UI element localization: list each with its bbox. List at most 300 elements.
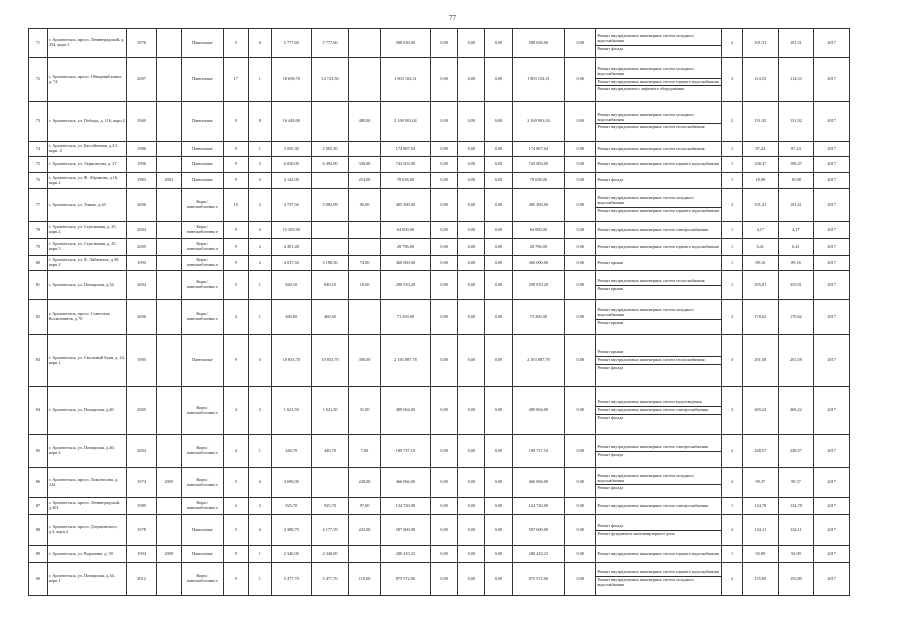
work-item-label: Ремонт внутридомовых инженерных систем горячего водоснабжения xyxy=(597,550,719,556)
cell-c7: 0,00 xyxy=(565,300,596,335)
cell-c4: 0,00 xyxy=(458,335,485,387)
cell-c5: 0,00 xyxy=(485,498,512,515)
cell-c5: 0,00 xyxy=(485,256,512,271)
cell-entrances: 8 xyxy=(248,102,271,142)
work-item-label: Ремонт крыши xyxy=(597,349,624,355)
cell-c2: 588 630,00 xyxy=(380,29,430,58)
cell-n3: 248,57 xyxy=(778,435,814,468)
table-row xyxy=(29,468,850,498)
cell-c5: 0,00 xyxy=(485,335,512,387)
cell-area_live: 4 177,59 xyxy=(311,515,349,546)
cell-n2: 269,22 xyxy=(743,387,779,435)
cell-c4: 0,00 xyxy=(458,29,485,58)
cell-c1: 31,00 xyxy=(349,387,380,435)
table-row xyxy=(29,189,850,222)
cell-area_live: 5 477,70 xyxy=(311,563,349,596)
table-row xyxy=(29,300,850,335)
cell-year: 2004 xyxy=(127,271,156,300)
cell-area_total: 925,70 xyxy=(271,498,311,515)
cell-year: 1989 xyxy=(127,498,156,515)
cell-year: 1996 xyxy=(127,157,156,173)
cell-num: 88 xyxy=(29,515,48,546)
cell-wall: Кирп./ панельнблочны е xyxy=(181,239,223,256)
cell-c4: 0,00 xyxy=(458,515,485,546)
cell-works xyxy=(596,468,722,498)
cell-wall: Панельные xyxy=(181,546,223,563)
cell-wall: Кирп./ панельнблочны е xyxy=(181,271,223,300)
cell-c5: 0,00 xyxy=(485,546,512,563)
cell-n3: 131,92 xyxy=(778,102,814,142)
cell-area_live xyxy=(311,102,349,142)
table-row xyxy=(29,335,850,387)
cell-c5: 0,00 xyxy=(485,173,512,189)
cell-floors: 2 xyxy=(223,498,248,515)
cell-floors: 9 xyxy=(223,102,248,142)
cell-floors: 9 xyxy=(223,142,248,157)
work-item xyxy=(596,227,721,234)
repair-register-table xyxy=(28,28,850,596)
cell-year: 2005 xyxy=(127,239,156,256)
cell-c2: 2 169 901,04 xyxy=(380,102,430,142)
work-item xyxy=(596,551,721,558)
cell-n1: 1 xyxy=(722,239,743,256)
cell-year2 xyxy=(156,335,181,387)
cell-c5: 0,00 xyxy=(485,29,512,58)
cell-floors: 4 xyxy=(223,387,248,435)
work-item xyxy=(596,146,721,153)
cell-area_live: 460,60 xyxy=(311,300,349,335)
cell-wall: Панельные xyxy=(181,58,223,102)
table-row xyxy=(29,222,850,239)
work-item-label: Ремонт внутридомовых инженерных систем теплоснабжения xyxy=(597,277,705,283)
cell-area_total: 6 830,00 xyxy=(271,157,311,173)
table-row xyxy=(29,239,850,256)
cell-c3: 0,00 xyxy=(431,515,458,546)
cell-area_live: 440,70 xyxy=(311,435,349,468)
cell-c7: 0,00 xyxy=(565,222,596,239)
cell-n2: 101,31 xyxy=(743,29,779,58)
cell-y: 2017 xyxy=(814,142,850,157)
cell-c6: 200 410,23 xyxy=(512,546,564,563)
table-row xyxy=(29,387,850,435)
cell-area_total: 16 448,00 xyxy=(271,102,311,142)
cell-c3: 0,00 xyxy=(431,563,458,596)
cell-c6: 1 803 104,31 xyxy=(512,58,564,102)
cell-n1: 3 xyxy=(722,58,743,102)
cell-works xyxy=(596,173,722,189)
cell-c5: 0,00 xyxy=(485,387,512,435)
cell-n2: 131,92 xyxy=(743,102,779,142)
cell-c6: 875 572,00 xyxy=(512,563,564,596)
cell-n1: 2 xyxy=(722,563,743,596)
cell-addr: г. Архангельск, ул. Бассейновая, д.3/1, корп. 4 xyxy=(47,142,127,157)
work-item-label: Ремонт внутридомовых инженерных систем горячего водоснабжения xyxy=(597,207,719,213)
cell-area_total: 5 477,70 xyxy=(271,563,311,596)
cell-c2: 587 600,00 xyxy=(380,515,430,546)
cell-entrances: 2 xyxy=(248,239,271,256)
cell-year2 xyxy=(156,435,181,468)
cell-addr: г. Архангельск, ул. Смольный Буян, д. 24, корп.1 xyxy=(47,335,127,387)
work-item xyxy=(596,569,721,577)
cell-c6: 485 300,00 xyxy=(512,189,564,222)
cell-y: 2017 xyxy=(814,58,850,102)
cell-floors: 9 xyxy=(223,256,248,271)
cell-floors: 5 xyxy=(223,271,248,300)
cell-n3: 134,78 xyxy=(778,498,814,515)
cell-area_total: 18 658,70 xyxy=(271,58,311,102)
cell-works xyxy=(596,222,722,239)
cell-c6: 298 910,20 xyxy=(512,271,564,300)
cell-n1: 1 xyxy=(722,142,743,157)
cell-c2: 124 720,00 xyxy=(380,498,430,515)
cell-wall: Панельные xyxy=(181,142,223,157)
cell-c1: 110,00 xyxy=(349,563,380,596)
work-item xyxy=(596,208,721,215)
cell-c5: 0,00 xyxy=(485,157,512,173)
cell-entrances: 6 xyxy=(248,222,271,239)
cell-num: 74 xyxy=(29,142,48,157)
cell-y: 2017 xyxy=(814,102,850,142)
cell-c4: 0,00 xyxy=(458,468,485,498)
cell-works xyxy=(596,515,722,546)
cell-c7: 0,00 xyxy=(565,157,596,173)
cell-c7: 0,00 xyxy=(565,335,596,387)
cell-n1: 2 xyxy=(722,300,743,335)
cell-floors: 5 xyxy=(223,515,248,546)
work-item xyxy=(596,307,721,319)
cell-addr: г. Архангельск, ул. Стрелковая, д. 25, корп.3 xyxy=(47,239,127,256)
cell-y: 2017 xyxy=(814,387,850,435)
cell-c2: 64 000,00 xyxy=(380,222,430,239)
cell-c3: 0,00 xyxy=(431,29,458,58)
cell-c5: 0,00 xyxy=(485,222,512,239)
cell-floors: 9 xyxy=(223,173,248,189)
cell-works xyxy=(596,271,722,300)
cell-c1 xyxy=(349,142,380,157)
cell-n3: 101,31 xyxy=(778,29,814,58)
cell-c2: 743 003,00 xyxy=(380,157,430,173)
work-item xyxy=(596,112,721,124)
cell-entrances: 1 xyxy=(248,563,271,596)
cell-c1 xyxy=(349,239,380,256)
cell-floors: 9 xyxy=(223,335,248,387)
cell-n3: 101,41 xyxy=(778,189,814,222)
cell-c3: 0,00 xyxy=(431,142,458,157)
cell-c4: 0,00 xyxy=(458,173,485,189)
cell-year: 2004 xyxy=(127,222,156,239)
work-item-label: Ремонт внутридомовых инженерных систем горячего водоснабжения xyxy=(597,243,719,249)
cell-c3: 0,00 xyxy=(431,157,458,173)
cell-c7: 0,00 xyxy=(565,468,596,498)
table-row xyxy=(29,142,850,157)
cell-area_live: 2 340,00 xyxy=(311,546,349,563)
work-item-label: Ремонт фасада xyxy=(597,522,624,528)
cell-year2 xyxy=(156,300,181,335)
cell-entrances: 3 xyxy=(248,335,271,387)
cell-year2 xyxy=(156,58,181,102)
cell-n2: 170,62 xyxy=(743,300,779,335)
cell-n3: 269,22 xyxy=(778,387,814,435)
cell-addr: г. Архангельск, просп. Советских Космонавтов, д.70 xyxy=(47,300,127,335)
cell-c4: 0,00 xyxy=(458,189,485,222)
cell-n2: 134,11 xyxy=(743,515,779,546)
cell-floors: 5 xyxy=(223,468,248,498)
work-item xyxy=(596,415,721,422)
cell-c5: 0,00 xyxy=(485,102,512,142)
cell-c2: 28 796,00 xyxy=(380,239,430,256)
cell-c3: 0,00 xyxy=(431,222,458,239)
cell-year2 xyxy=(156,29,181,58)
cell-c6: 466 066,00 xyxy=(512,468,564,498)
cell-addr: г. Архангельск, ул. Лермонтова, д. 37 xyxy=(47,157,127,173)
cell-y: 2017 xyxy=(814,271,850,300)
cell-wall: Кирп./ панельнблочны е xyxy=(181,435,223,468)
table-row xyxy=(29,157,850,173)
cell-num: 77 xyxy=(29,189,48,222)
work-item-label: Ремонт внутридомовых инженерных систем водоотведения xyxy=(597,399,702,405)
cell-c5: 0,00 xyxy=(485,271,512,300)
work-item xyxy=(596,46,721,53)
work-item-label: Ремонт внутридомового лифтового оборудования xyxy=(597,86,684,92)
cell-n2: 89,16 xyxy=(743,256,779,271)
cell-year2 xyxy=(156,563,181,596)
work-item-label: Ремонт внутридомовых инженерных систем холодного водоснабжения xyxy=(597,66,694,76)
cell-y: 2017 xyxy=(814,468,850,498)
cell-y: 2017 xyxy=(814,335,850,387)
cell-c1: 336,00 xyxy=(349,157,380,173)
cell-c6: 73 200,00 xyxy=(512,300,564,335)
cell-c1: 390,00 xyxy=(349,335,380,387)
cell-wall: Панельные xyxy=(181,173,223,189)
cell-num: 78 xyxy=(29,222,48,239)
work-item-label: Ремонт фасада xyxy=(597,45,624,51)
cell-entrances: 1 xyxy=(248,546,271,563)
cell-n1: 1 xyxy=(722,271,743,300)
cell-y: 2017 xyxy=(814,222,850,239)
cell-y: 2017 xyxy=(814,256,850,271)
cell-c7: 0,00 xyxy=(565,102,596,142)
work-item-label: Ремонт внутридомовых инженерных систем электроснабжения xyxy=(597,226,709,232)
cell-c5: 0,00 xyxy=(485,468,512,498)
cell-year2 xyxy=(156,189,181,222)
work-item-label: Ремонт внутридомовых инженерных систем холодного водоснабжения xyxy=(597,111,694,122)
cell-area_live xyxy=(311,173,349,189)
cell-c7: 0,00 xyxy=(565,189,596,222)
cell-area_total: 4 737,56 xyxy=(271,189,311,222)
cell-area_live: 3 188,50 xyxy=(311,256,349,271)
work-item xyxy=(596,473,721,485)
cell-works xyxy=(596,102,722,142)
cell-works xyxy=(596,189,722,222)
cell-c2: 298 910,20 xyxy=(380,271,430,300)
cell-c2: 485 300,00 xyxy=(380,189,430,222)
cell-n1: 1 xyxy=(722,498,743,515)
cell-y: 2017 xyxy=(814,189,850,222)
cell-num: 75 xyxy=(29,157,48,173)
cell-works xyxy=(596,157,722,173)
cell-c6: 174 867,04 xyxy=(512,142,564,157)
cell-wall: Панельные xyxy=(181,157,223,173)
cell-c1: 97,00 xyxy=(349,498,380,515)
cell-c7: 0,00 xyxy=(565,29,596,58)
cell-c5: 0,00 xyxy=(485,563,512,596)
cell-entrances: 1 xyxy=(248,300,271,335)
table-row xyxy=(29,29,850,58)
cell-c2: 78 638,00 xyxy=(380,173,430,189)
cell-area_total: 4 491,48 xyxy=(271,239,311,256)
cell-c2: 875 572,00 xyxy=(380,563,430,596)
cell-year2 xyxy=(156,222,181,239)
cell-area_total: 460,60 xyxy=(271,300,311,335)
work-item-label: Ремонт крыши xyxy=(597,259,624,265)
cell-num: 71 xyxy=(29,29,48,58)
cell-wall: Кирп./ панельнблочны е xyxy=(181,387,223,435)
cell-year2 xyxy=(156,256,181,271)
table-row xyxy=(29,563,850,596)
cell-area_live: 925,70 xyxy=(311,498,349,515)
cell-c6: 360 000,00 xyxy=(512,256,564,271)
cell-floors: 9 xyxy=(223,546,248,563)
cell-works xyxy=(596,239,722,256)
cell-area_total: 4 690,00 xyxy=(271,468,311,498)
work-item xyxy=(596,320,721,327)
cell-floors: 4 xyxy=(223,435,248,468)
cell-floors: 9 xyxy=(223,563,248,596)
cell-year: 1969 xyxy=(127,102,156,142)
cell-c5: 0,00 xyxy=(485,189,512,222)
cell-n1: 1 xyxy=(722,173,743,189)
table-row xyxy=(29,256,850,271)
cell-c6: 743 003,00 xyxy=(512,157,564,173)
cell-wall: Кирп./ панельнблочны е xyxy=(181,498,223,515)
cell-addr: г. Архангельск, ул. Поморская, д.40, корп.2 xyxy=(47,435,127,468)
cell-c2: 174 867,04 xyxy=(380,142,430,157)
cell-year: 1986 xyxy=(127,142,156,157)
cell-c7: 0,00 xyxy=(565,387,596,435)
cell-c3: 0,00 xyxy=(431,546,458,563)
cell-c1: 223,00 xyxy=(349,515,380,546)
cell-wall: Панельные xyxy=(181,335,223,387)
cell-c6: 28 796,00 xyxy=(512,239,564,256)
cell-y: 2017 xyxy=(814,239,850,256)
cell-c1 xyxy=(349,29,380,58)
cell-n3: 4,17 xyxy=(778,222,814,239)
cell-area_total: 1 621,50 xyxy=(271,387,311,435)
cell-c3: 0,00 xyxy=(431,335,458,387)
cell-floors: 10 xyxy=(223,189,248,222)
cell-num: 89 xyxy=(29,546,48,563)
cell-n1: 2 xyxy=(722,515,743,546)
cell-c2: 489 064,00 xyxy=(380,387,430,435)
cell-floors: 9 xyxy=(223,222,248,239)
cell-addr: г. Архангельск, просп. Ломоносова, д. 124 xyxy=(47,468,127,498)
table-row xyxy=(29,173,850,189)
cell-wall: Панельные xyxy=(181,29,223,58)
cell-n2: 4,17 xyxy=(743,222,779,239)
cell-works xyxy=(596,335,722,387)
work-item xyxy=(596,66,721,78)
cell-n2: 201,58 xyxy=(743,335,779,387)
work-item-label: Ремонт внутридомовых инженерных систем холодного водоснабжения xyxy=(597,33,694,44)
cell-num: 76 xyxy=(29,173,48,189)
work-item xyxy=(596,177,721,184)
work-item-label: Ремонт внутридомовых инженерных систем теплоснабжения xyxy=(597,357,705,363)
cell-area_live: 840,10 xyxy=(311,271,349,300)
work-item xyxy=(596,33,721,45)
cell-c2: 200 410,23 xyxy=(380,546,430,563)
table-row xyxy=(29,58,850,102)
cell-floors: 9 xyxy=(223,157,248,173)
work-item xyxy=(596,503,721,510)
cell-wall: Панельные xyxy=(181,102,223,142)
cell-year: 1974 xyxy=(127,468,156,498)
cell-c3: 0,00 xyxy=(431,271,458,300)
cell-c3: 0,00 xyxy=(431,239,458,256)
cell-c1: 74,00 xyxy=(349,256,380,271)
cell-c4: 0,00 xyxy=(458,222,485,239)
cell-works xyxy=(596,563,722,596)
table-row xyxy=(29,435,850,468)
work-item xyxy=(596,278,721,286)
cell-area_total: 10 853,70 xyxy=(271,335,311,387)
cell-y: 2017 xyxy=(814,300,850,335)
cell-c3: 0,00 xyxy=(431,102,458,142)
cell-c4: 0,00 xyxy=(458,271,485,300)
work-item xyxy=(596,399,721,407)
cell-addr: г. Архангельск, ул. Стрелковая, д. 25, корп.2 xyxy=(47,222,127,239)
cell-works xyxy=(596,546,722,563)
cell-num: 84 xyxy=(29,387,48,435)
work-item xyxy=(596,260,721,267)
cell-c4: 0,00 xyxy=(458,498,485,515)
cell-n1: 2 xyxy=(722,468,743,498)
cell-n1: 1 xyxy=(722,222,743,239)
cell-y: 2017 xyxy=(814,157,850,173)
page-number: 77 xyxy=(449,14,456,22)
cell-y: 2017 xyxy=(814,515,850,546)
cell-n1: 1 xyxy=(722,157,743,173)
cell-c6: 64 000,00 xyxy=(512,222,564,239)
cell-c6: 78 638,00 xyxy=(512,173,564,189)
cell-c7: 0,00 xyxy=(565,271,596,300)
cell-n2: 92,99 xyxy=(743,546,779,563)
cell-entrances: 1 xyxy=(248,435,271,468)
cell-c5: 0,00 xyxy=(485,435,512,468)
cell-area_total: 840,10 xyxy=(271,271,311,300)
cell-c2: 73 200,00 xyxy=(380,300,430,335)
cell-y: 2017 xyxy=(814,546,850,563)
table-row xyxy=(29,271,850,300)
cell-entrances: 2 xyxy=(248,256,271,271)
cell-year2 xyxy=(156,515,181,546)
cell-c7: 0,00 xyxy=(565,498,596,515)
cell-n2: 6,41 xyxy=(743,239,779,256)
cell-c4: 0,00 xyxy=(458,387,485,435)
cell-c1: 480,00 xyxy=(349,102,380,142)
cell-year2: 2005 xyxy=(156,468,181,498)
cell-wall: Кирп./ панельнблочны е xyxy=(181,563,223,596)
cell-year: 1993 xyxy=(127,256,156,271)
cell-year: 2006 xyxy=(127,300,156,335)
cell-entrances: 6 xyxy=(248,468,271,498)
cell-addr: г. Архангельск, просп. Дзержинского, д.3, корп.2 xyxy=(47,515,127,546)
cell-addr: г. Архангельск, ул. Я. Либкнехта, д.39, корп.2 xyxy=(47,256,127,271)
cell-n2: 114,53 xyxy=(743,58,779,102)
work-item-label: Ремонт фасада xyxy=(597,414,624,420)
cell-n2: 355,81 xyxy=(743,271,779,300)
cell-area_total: 4 142,00 xyxy=(271,173,311,189)
work-item xyxy=(596,244,721,251)
